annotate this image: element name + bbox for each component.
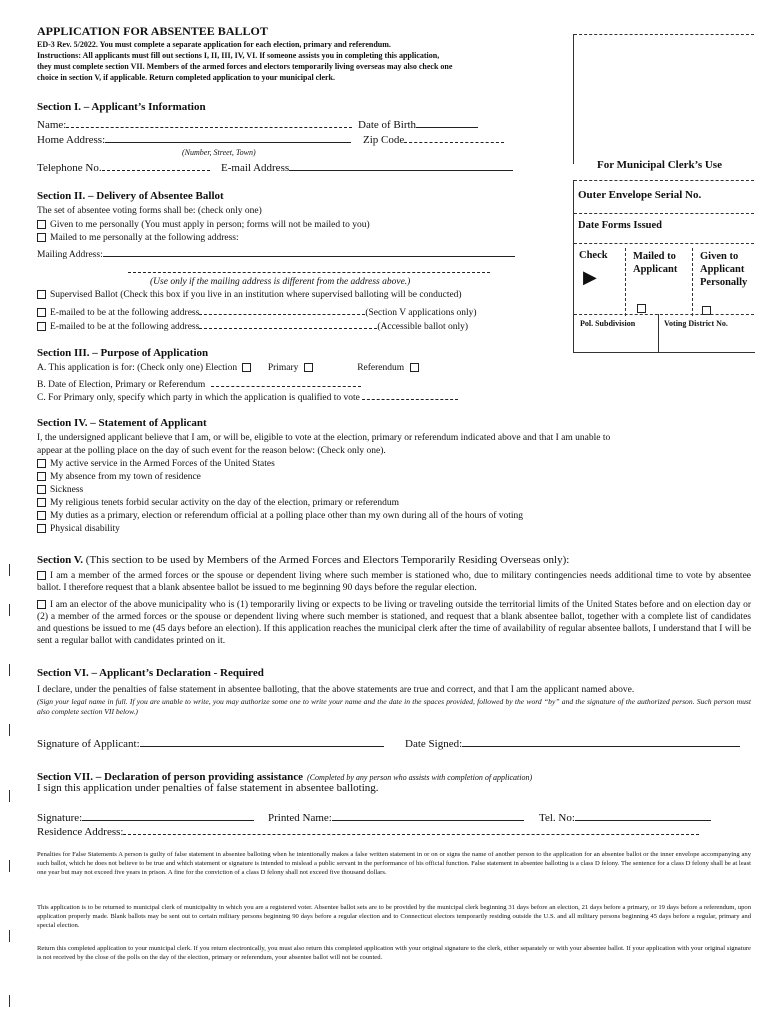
home-address-field[interactable]: [37, 132, 351, 146]
applicant-signature-field[interactable]: Signature of Applicant:: [37, 736, 384, 750]
delivery-option-label: E-mailed to be at the following address: [50, 322, 200, 332]
checkbox[interactable]: [37, 600, 46, 609]
form-title: APPLICATION FOR ABSENTEE BALLOT: [37, 24, 268, 38]
zip-label: Zip Code: [363, 134, 405, 146]
section-4-intro: appear at the polling place on the day of such event for the reason below: (Check only one).: [37, 446, 386, 456]
checkbox[interactable]: [37, 290, 46, 299]
given-checkbox[interactable]: [702, 301, 715, 319]
zip-field[interactable]: [363, 132, 504, 146]
delivery-option-label: Given to me personally (You must apply in person; forms will not be mailed to you): [50, 220, 370, 230]
checkbox[interactable]: [242, 363, 251, 372]
header-line: Instructions: All applicants must fill out sections I, II, III, IV, VI. If someone assists you in completing this application,: [37, 51, 440, 60]
reason-option[interactable]: My religious tenets forbid secular activity on the day of the election, primary or referendum: [37, 498, 399, 508]
address-hint: (Number, Street, Town): [182, 148, 256, 157]
checkbox[interactable]: [37, 524, 46, 533]
section-5-heading: Section V. (This section to be used by Members of the Armed Forces and Electors Temporarily Residing Overseas only):: [37, 554, 570, 566]
military-option[interactable]: I am a member of the armed forces or the spouse or dependent living where such member is stationed who, due to military contingencies needs additional time to vote by absentee ballot. I therefore request that a blank absentee ballot be issued to me beginning 90 days before the regular election.: [37, 571, 751, 593]
checkbox[interactable]: [37, 308, 46, 317]
section-4-intro: I, the undersigned applicant believe that I am, or will be, eligible to vote at the election, primary or referendum indicated above and that I am unable to: [37, 433, 611, 443]
residence-address-field[interactable]: Residence Address:: [37, 824, 699, 838]
reason-option[interactable]: My duties as a primary, election or referendum official at a polling place other than my own during all of the hours of voting: [37, 511, 523, 521]
overseas-option[interactable]: I am an elector of the above municipality who is (1) temporarily living or expects to be living or traveling outside the territorial limits of the United States before and on election day or (2) a member of the armed forces or the spouse or dependent living where such member is stationed, and request that a blank absentee ballot, together with a complete list of candidates and questions be issued to me (45 days before an election). If this application reaches the municipal clerk after the time of availability of regular absentee ballots, I understand that I will be sent a regular ballot with candidates printed on it.: [37, 600, 751, 646]
return-instructions-paragraph: Return this completed application to your municipal clerk. If you return electronically, you must also return this completed application with your original signature to the clerk, either separately or with your absentee ballot. If your application with your original signature is not received by the close of the polls on the day of the election, primary or referendum, your absentee ballot will not be counted.: [37, 945, 751, 961]
mailing-address-field[interactable]: [37, 246, 515, 260]
reason-option[interactable]: My absence from my town of residence: [37, 472, 201, 482]
clerk-title: For Municipal Clerk’s Use: [597, 159, 722, 171]
reason-option[interactable]: My active service in the Armed Forces of the United States: [37, 459, 275, 469]
delivery-option[interactable]: [37, 290, 462, 300]
section-1-heading: Section I. – Applicant’s Information: [37, 101, 206, 113]
printed-name-field[interactable]: Printed Name:: [268, 810, 524, 824]
party-field[interactable]: C. For Primary only, specify which party in which the application is qualified to vote: [37, 389, 458, 403]
section-2-intro: The set of absentee voting forms shall be: (check only one): [37, 206, 262, 216]
delivery-option[interactable]: [37, 233, 239, 243]
checkbox[interactable]: [304, 363, 313, 372]
mailing-hint: (Use only if the mailing address is different from the address above.): [150, 277, 411, 287]
checkbox[interactable]: [37, 511, 46, 520]
header-line: they must complete section VII. Members of the armed forces and electors temporarily living overseas may also check one: [37, 62, 453, 71]
election-date-field[interactable]: B. Date of Election, Primary or Referendum: [37, 376, 361, 390]
home-address-label: Home Address:: [37, 134, 106, 146]
clerk-mailed-label: Mailed to Applicant: [633, 251, 678, 275]
penalties-paragraph: Penalties for False Statements A person is guilty of false statement in absentee balloting when he intentionally makes a false written statement in or on or signs the name of another person to the application for an absentee ballot or the inner envelope accompanying any such ballot, which he does not believe to be true and which statement or signature is intended to mislead a public servant in the performance of his official function. False statement in absentee balloting is a class D felony. The sentence for a class D felony shall be at least one year but may not exceed five years in prison. A fine for the conviction of a class D felony shall not exceed five thousand dollars.: [37, 851, 751, 876]
clerk-serial-label: Outer Envelope Serial No.: [578, 189, 702, 201]
header-line: choice in section V, if applicable. Return completed application to your municipal clerk.: [37, 73, 335, 82]
clerk-district-label: Voting District No.: [664, 319, 728, 328]
email-field[interactable]: [221, 160, 513, 174]
checkbox[interactable]: [37, 220, 46, 229]
delivery-option-note: (Accessible ballot only): [377, 322, 469, 332]
declaration-note: (Sign your legal name in full. If you are unable to write, you may authorize some one to write your name and the date in the spaces provided, followed by the word “by” and the signature of the authorized person. Such person must also complete section VII below.): [37, 697, 751, 716]
section-3-heading: Section III. – Purpose of Application: [37, 347, 209, 359]
reason-option[interactable]: Physical disability: [37, 524, 120, 534]
section-7-text: I sign this application under penalties of false statement in absentee balloting.: [37, 782, 379, 794]
name-label: Name:: [37, 119, 67, 131]
section-6-heading: Section VI. – Applicant’s Declaration - Required: [37, 667, 264, 679]
delivery-option[interactable]: [37, 220, 370, 230]
checkbox[interactable]: [37, 485, 46, 494]
checkbox[interactable]: [37, 498, 46, 507]
header-line: ED-3 Rev. 5/2022. You must complete a separate application for each election, primary and referendum.: [37, 40, 391, 49]
mailing-address-line2[interactable]: [128, 262, 490, 276]
checkbox[interactable]: [37, 571, 46, 580]
delivery-option-label: Supervised Ballot (Check this box if you live in an institution where supervised balloting will be conducted): [50, 290, 462, 300]
return-info-paragraph: This application is to be returned to municipal clerk of municipality in which you are a registered voter. Absentee ballot sets are to be provided by the municipal clerk beginning 31 days before an election, 21 days before a primary, or 19 days before a referendum, upon application properly made. Blank ballots may be sent out to certain military persons beginning 90 days before a regular election and to Connecticut electors temporarily residing outside the U.S. and all military persons beginning 45 days before a regular, primary and special election.: [37, 904, 751, 929]
delivery-option-label: E-mailed to be at the following address: [50, 308, 200, 318]
mailing-address-label: Mailing Address:: [37, 250, 103, 260]
phone-label: Telephone No.: [37, 162, 102, 174]
delivery-option-note: (Section V applications only): [365, 308, 477, 318]
clerk-given-label: Given to Applicant Personally: [700, 251, 748, 288]
assistant-signature-field[interactable]: Signature:: [37, 810, 254, 824]
dob-field[interactable]: [358, 117, 478, 131]
checkbox[interactable]: [37, 322, 46, 331]
declaration-text: I declare, under the penalties of false statement in absentee balloting, that the above statements are true and correct, and that I am the applicant named above.: [37, 685, 635, 695]
purpose-line-a: A. This application is for: (Check only one) Election Primary Referendum: [37, 363, 423, 373]
name-field[interactable]: [37, 117, 352, 131]
delivery-option[interactable]: [37, 318, 468, 332]
email-label: E-mail Address: [221, 162, 290, 174]
delivery-option[interactable]: [37, 304, 477, 318]
date-signed-field[interactable]: Date Signed:: [405, 736, 740, 750]
tel-field[interactable]: Tel. No:: [539, 810, 711, 824]
clerk-forms-issued-label: Date Forms Issued: [578, 220, 662, 231]
section-4-heading: Section IV. – Statement of Applicant: [37, 417, 207, 429]
clerk-pol-label: Pol. Subdivision: [580, 319, 636, 328]
checkbox[interactable]: [410, 363, 419, 372]
checkbox[interactable]: [37, 233, 46, 242]
section-2-heading: Section II. – Delivery of Absentee Ballot: [37, 190, 224, 202]
delivery-option-label: Mailed to me personally at the following address:: [50, 233, 239, 243]
arrow-icon: ▶: [583, 267, 597, 287]
section-7-heading: Section VII. – Declaration of person providing assistance (Completed by any person who assists with completion of application): [37, 771, 533, 783]
dob-label: Date of Birth: [358, 119, 417, 131]
checkbox[interactable]: [37, 459, 46, 468]
reason-option[interactable]: Sickness: [37, 485, 83, 495]
clerk-check-label: Check: [579, 250, 608, 261]
checkbox[interactable]: [37, 472, 46, 481]
phone-field[interactable]: [37, 160, 210, 174]
